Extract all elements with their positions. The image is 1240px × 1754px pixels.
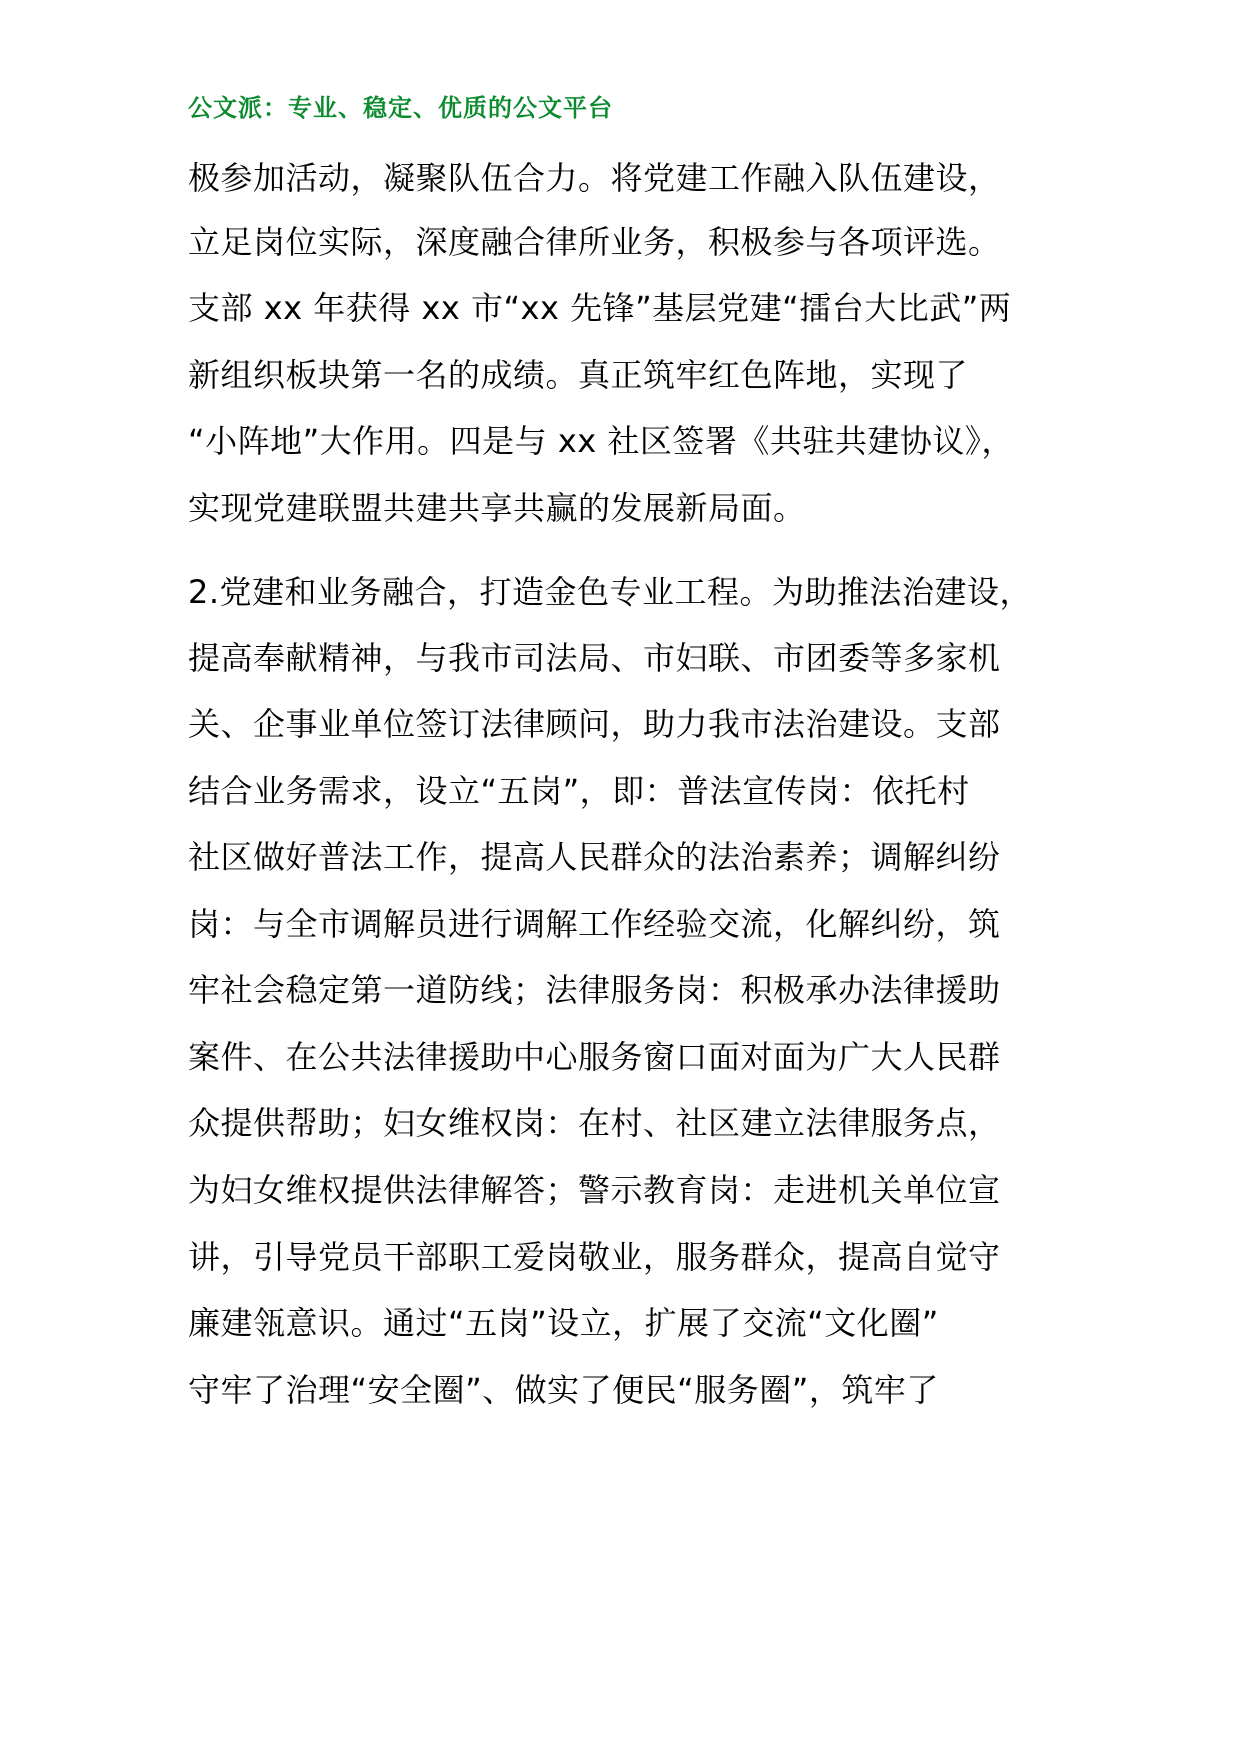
body-line: 社区做好普法工作，提高人民群众的法治素养；调解纠纷 xyxy=(188,838,1001,876)
body-line: 守牢了治理“安全圈”、做实了便民“服务圈”，筑牢了 xyxy=(188,1371,939,1409)
site-header-title: 公文派：专业、稳定、优质的公文平台 xyxy=(188,94,613,122)
body-line: 廉建瓴意识。通过“五岗”设立，扩展了交流“文化圈” xyxy=(188,1304,939,1342)
body-line: 提高奉献精神，与我市司法局、市妇联、市团委等多家机 xyxy=(188,639,1001,677)
body-line: 新组织板块第一名的成绩。真正筑牢红色阵地，实现了 xyxy=(188,356,969,394)
body-line: 为妇女维权提供法律解答；警示教育岗：走进机关单位宣 xyxy=(188,1171,1001,1209)
body-line: 牢社会稳定第一道防线；法律服务岗：积极承办法律援助 xyxy=(188,971,1001,1009)
body-line: 2.党建和业务融合，打造金色专业工程。为助推法治建设， xyxy=(188,573,1033,611)
body-line: 支部 xx 年获得 xx 市“xx 先锋”基层党建“擂台大比武”两 xyxy=(188,289,1012,327)
body-line: 实现党建联盟共建共享共赢的发展新局面。 xyxy=(188,489,806,527)
body-line: 讲，引导党员干部职工爱岗敬业，服务群众，提高自觉守 xyxy=(188,1238,1001,1276)
body-line: 众提供帮助；妇女维权岗：在村、社区建立法律服务点， xyxy=(188,1104,1001,1142)
body-line: 极参加活动，凝聚队伍合力。将党建工作融入队伍建设， xyxy=(188,159,1001,197)
body-line: “小阵地”大作用。四是与 xx 社区签署《共驻共建协议》， xyxy=(188,422,1014,460)
body-line: 关、企事业单位签订法律顾问，助力我市法治建设。支部 xyxy=(188,705,1001,743)
body-line: 案件、在公共法律援助中心服务窗口面对面为广大人民群 xyxy=(188,1038,1001,1076)
body-line: 结合业务需求，设立“五岗”，即：普法宣传岗：依托村 xyxy=(188,772,970,810)
body-line: 立足岗位实际，深度融合律所业务，积极参与各项评选。 xyxy=(188,223,1001,261)
body-line: 岗：与全市调解员进行调解工作经验交流，化解纠纷，筑 xyxy=(188,905,1001,943)
